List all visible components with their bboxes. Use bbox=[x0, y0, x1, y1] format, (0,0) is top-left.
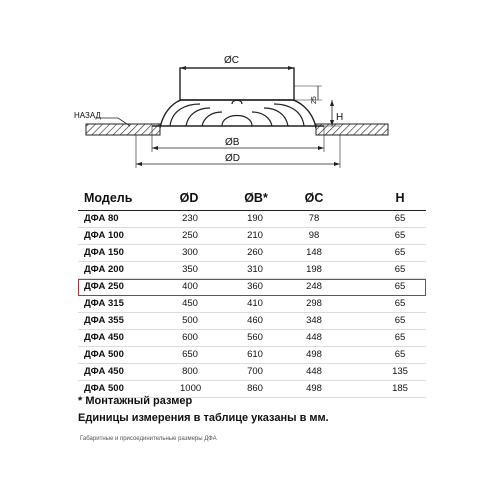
d-cell: 1000 bbox=[180, 383, 202, 394]
b-cell: 360 bbox=[247, 281, 263, 292]
c-cell: 498 bbox=[306, 349, 322, 360]
c-cell: 78 bbox=[308, 213, 320, 224]
h-cell: 65 bbox=[394, 298, 406, 309]
b-cell: 310 bbox=[247, 264, 263, 275]
dim-b-label: ØB bbox=[225, 137, 240, 148]
c-cell: 348 bbox=[306, 315, 322, 326]
table-row bbox=[78, 296, 426, 313]
diffuser-cone-4 bbox=[274, 104, 304, 126]
table-row bbox=[78, 228, 426, 245]
h-cell: 65 bbox=[394, 247, 406, 258]
model-cell: ДФА 100 bbox=[84, 230, 124, 241]
model-cell: ДФА 500 bbox=[84, 383, 124, 394]
h-cell: 65 bbox=[394, 213, 406, 224]
units-note: Единицы измерения в таблице указаны в мм. bbox=[78, 412, 329, 424]
model-cell: ДФА 355 bbox=[84, 315, 124, 326]
diffuser-dome bbox=[160, 100, 316, 128]
b-cell: 410 bbox=[247, 298, 263, 309]
dim-25-label: 25 bbox=[311, 96, 318, 104]
d-cell: 450 bbox=[182, 298, 198, 309]
b-cell: 260 bbox=[247, 247, 263, 258]
d-cell: 250 bbox=[182, 230, 198, 241]
dim-h-label: H bbox=[336, 112, 344, 123]
table-row bbox=[78, 313, 426, 330]
header-c: ØC bbox=[304, 191, 324, 205]
model-cell: ДФА 200 bbox=[84, 264, 124, 275]
mounting-note: * Монтажный размер bbox=[78, 395, 193, 407]
back-label: НАЗАД bbox=[74, 111, 101, 120]
table-row bbox=[78, 330, 426, 347]
diffuser-drawing bbox=[0, 0, 500, 175]
dim-d-label: ØD bbox=[225, 153, 240, 164]
header-b: ØB* bbox=[244, 191, 268, 205]
model-cell: ДФА 250 bbox=[84, 281, 124, 292]
d-cell: 650 bbox=[182, 349, 198, 360]
b-cell: 700 bbox=[247, 366, 263, 377]
dim-c-arrow-left bbox=[180, 66, 186, 70]
diffuser-top-bump bbox=[232, 100, 242, 104]
b-cell: 460 bbox=[247, 315, 263, 326]
d-cell: 600 bbox=[182, 332, 198, 343]
h-cell: 65 bbox=[394, 264, 406, 275]
b-cell: 560 bbox=[247, 332, 263, 343]
diffuser-cone-6 bbox=[252, 112, 272, 126]
dim-c-arrow-right bbox=[288, 66, 294, 70]
h-cell: 135 bbox=[392, 366, 408, 377]
h-cell: 65 bbox=[394, 332, 406, 343]
model-cell: ДФА 500 bbox=[84, 349, 124, 360]
table-row bbox=[78, 262, 426, 279]
d-cell: 230 bbox=[182, 213, 198, 224]
model-cell: ДФА 315 bbox=[84, 298, 124, 309]
d-cell: 400 bbox=[182, 281, 198, 292]
c-cell: 98 bbox=[308, 230, 320, 241]
d-cell: 500 bbox=[182, 315, 198, 326]
dim-c-label: ØC bbox=[224, 55, 239, 66]
table-row bbox=[78, 245, 426, 262]
b-cell: 210 bbox=[247, 230, 263, 241]
h-cell: 185 bbox=[392, 383, 408, 394]
c-cell: 298 bbox=[306, 298, 322, 309]
c-cell: 148 bbox=[306, 247, 322, 258]
ceiling-panel-left bbox=[86, 124, 160, 135]
spec-table bbox=[78, 186, 426, 398]
diffuser-center-cap bbox=[222, 116, 252, 127]
c-cell: 448 bbox=[306, 332, 322, 343]
model-cell: ДФА 450 bbox=[84, 332, 124, 343]
diffuser-neck bbox=[180, 68, 294, 100]
model-cell: ДФА 80 bbox=[84, 213, 119, 224]
b-cell: 860 bbox=[247, 383, 263, 394]
d-cell: 350 bbox=[182, 264, 198, 275]
diffuser-cone-3 bbox=[202, 112, 222, 126]
table-row bbox=[78, 347, 426, 364]
header-d: ØD bbox=[179, 191, 199, 205]
c-cell: 198 bbox=[306, 264, 322, 275]
h-cell: 65 bbox=[394, 230, 406, 241]
table-row bbox=[78, 364, 426, 381]
h-cell: 65 bbox=[394, 315, 406, 326]
h-cell: 65 bbox=[394, 349, 406, 360]
diffuser-cone-1 bbox=[170, 104, 200, 126]
ceiling-panel-right bbox=[316, 124, 388, 135]
h-cell: 65 bbox=[394, 281, 406, 292]
header-h: H bbox=[395, 191, 405, 205]
c-cell: 498 bbox=[306, 383, 322, 394]
figure-caption: Габаритные и присоединительные размеры ДФА bbox=[80, 436, 217, 442]
c-cell: 448 bbox=[306, 366, 322, 377]
b-cell: 190 bbox=[247, 213, 263, 224]
model-cell: ДФА 150 bbox=[84, 247, 124, 258]
d-cell: 300 bbox=[182, 247, 198, 258]
table-row-highlighted bbox=[78, 279, 426, 296]
table-header bbox=[78, 186, 426, 211]
table-row bbox=[78, 211, 426, 228]
header-model: Модель bbox=[84, 191, 133, 205]
model-cell: ДФА 450 bbox=[84, 366, 124, 377]
b-cell: 610 bbox=[247, 349, 263, 360]
d-cell: 800 bbox=[182, 366, 198, 377]
c-cell: 248 bbox=[306, 281, 322, 292]
